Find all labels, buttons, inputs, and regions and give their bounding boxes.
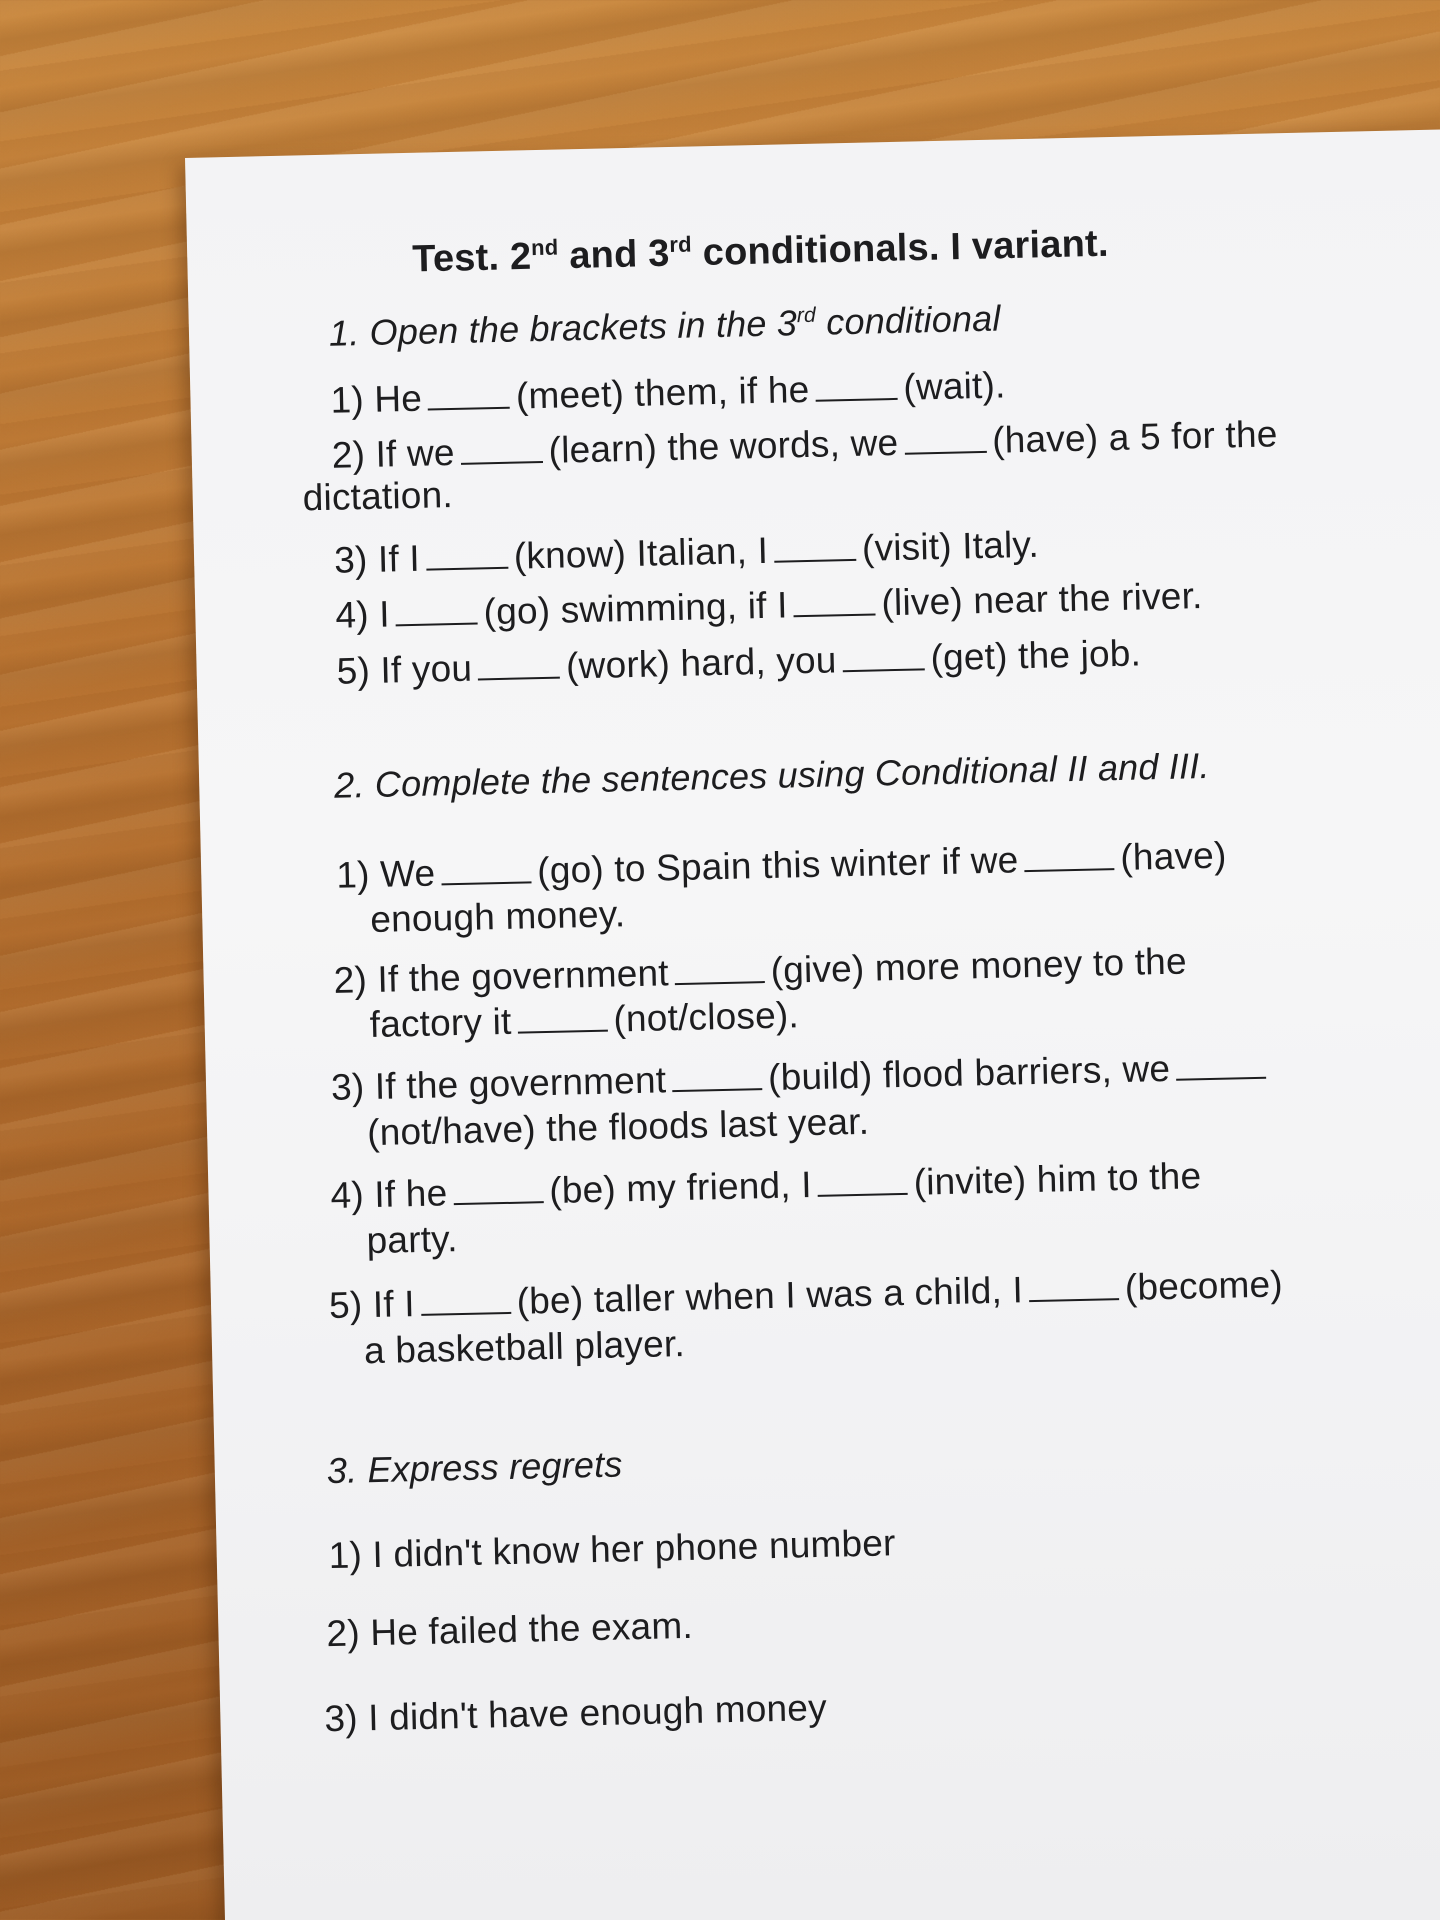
s2-item-4-cont: party. [366, 1218, 459, 1262]
s2-item-5-cont: a basketball player. [363, 1322, 686, 1372]
answer-blank[interactable] [774, 558, 856, 563]
answer-blank[interactable] [818, 1192, 908, 1197]
s2-item-2: 2) If the government (give) more money to the [333, 940, 1188, 1001]
section2-heading: 2. Complete the sentences using Conditional II and III. [333, 744, 1211, 806]
answer-blank[interactable] [816, 397, 898, 402]
answer-blank[interactable] [1029, 1297, 1119, 1302]
answer-blank[interactable] [461, 460, 543, 465]
s1-item-2-cont: dictation. [302, 474, 454, 519]
section3-heading: 3. Express regrets [326, 1443, 623, 1492]
answer-blank[interactable] [428, 406, 510, 411]
s2-item-4: 4) If he (be) my friend, I (invite) him to the [330, 1155, 1202, 1216]
section1-heading: 1. Open the brackets in the 3rd conditional [328, 297, 1002, 354]
s3-item-3: 3) I didn't have enough money [323, 1686, 828, 1740]
answer-blank[interactable] [426, 566, 508, 571]
answer-blank[interactable] [904, 450, 986, 455]
test-title: Test. 2nd and 3rd conditionals. I variant. [411, 222, 1110, 281]
answer-blank[interactable] [454, 1200, 544, 1205]
s2-item-3: 3) If the government (build) flood barriers, we [331, 1046, 1273, 1109]
answer-blank[interactable] [672, 1087, 762, 1092]
s1-item-4: 4) I (go) swimming, if I (live) near the river. [334, 575, 1203, 636]
s1-item-3: 3) If I (know) Italian, I (visit) Italy. [333, 523, 1040, 581]
answer-blank[interactable] [396, 621, 478, 626]
answer-blank[interactable] [794, 612, 876, 617]
worksheet-paper [185, 129, 1440, 1920]
answer-blank[interactable] [421, 1311, 511, 1316]
answer-blank[interactable] [518, 1029, 608, 1034]
s3-item-2: 2) He failed the exam. [326, 1604, 694, 1655]
s2-item-1: 1) We (go) to Spain this winter if we (have) [335, 834, 1227, 896]
s2-item-3-cont: (not/have) the floods last year. [366, 1100, 870, 1154]
answer-blank[interactable] [675, 980, 765, 985]
answer-blank[interactable] [478, 676, 560, 681]
s1-item-2: 2) If we (learn) the words, we (have) a 5 for the [331, 413, 1278, 476]
s2-item-2-cont: factory it (not/close). [369, 994, 800, 1046]
s3-item-1: 1) I didn't know her phone number [328, 1522, 897, 1577]
s2-item-1-cont: enough money. [369, 893, 626, 940]
answer-blank[interactable] [1176, 1076, 1266, 1081]
answer-blank[interactable] [442, 880, 532, 885]
answer-blank[interactable] [843, 667, 925, 672]
s2-item-5: 5) If I (be) taller when I was a child, I (become) [328, 1263, 1284, 1327]
answer-blank[interactable] [1025, 867, 1115, 872]
s1-item-1: 1) He (meet) them, if he (wait). [330, 364, 1006, 421]
s1-item-5: 5) If you (work) hard, you (get) the job. [336, 632, 1142, 692]
